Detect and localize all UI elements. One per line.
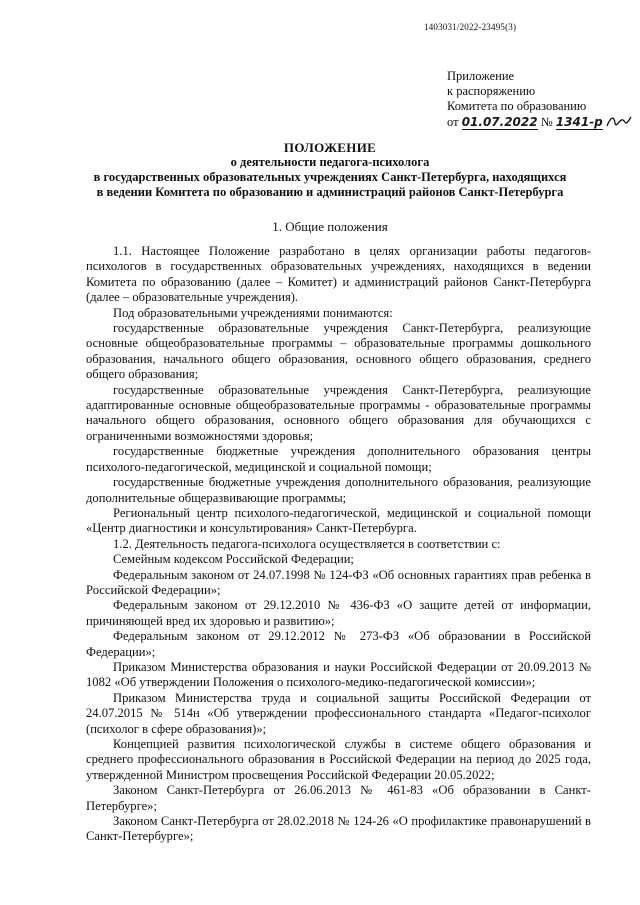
paragraph: 1.2. Деятельность педагога-психолога осуществляется в соответствии с: bbox=[113, 536, 501, 551]
paragraph: государственные бюджетные учреждения дополнительного образования центры психолого-педагогической, медицинской и социальной помощи; bbox=[86, 444, 591, 474]
paragraph: Концепцией развития психологической службы в системе общего образования и среднего профессионального образования в Российской Федерации на период до 2025 года, утвержденной Министром просвещения Российской Федерации 20.05.2022; bbox=[86, 737, 591, 782]
paragraph: Приказом Министерства труда и социальной защиты Российской Федерации от 24.07.2015 № 514н «Об утверждении профессионального стандарта «Педагог-психолог (психолог в сфере образования)»; bbox=[86, 690, 591, 736]
paragraph: Федеральным законом от 29.12.2012 № 273-ФЗ «Об образовании в Российской Федерации»; bbox=[86, 629, 591, 659]
paragraph: Федеральным законом от 24.07.1998 № 124-ФЗ «Об основных гарантиях прав ребенка в Российской Федерации»; bbox=[86, 567, 591, 597]
title-line-3: в государственных образовательных учреждениях Санкт-Петербурга, находящихся bbox=[93, 170, 567, 184]
appendix-line-1: Приложение bbox=[447, 69, 515, 83]
document-id: 1403031/2022-23495(3) bbox=[424, 22, 517, 32]
paragraph: Законом Санкт-Петербурга от 28.02.2018 № 124-26 «О профилактике правонарушений в Санкт-Петербурге»; bbox=[86, 814, 591, 844]
body-text bbox=[86, 241, 591, 845]
title-main: ПОЛОЖЕНИЕ bbox=[283, 140, 377, 155]
paragraph: Семейным кодексом Российской Федерации; bbox=[113, 552, 354, 567]
date-prefix: от bbox=[447, 115, 459, 129]
number-prefix: № bbox=[540, 115, 553, 129]
title-line-2: о деятельности педагога-психолога bbox=[230, 155, 430, 169]
handwritten-date: 01.07.2022 bbox=[461, 115, 538, 129]
paragraph: Федеральным законом от 29.12.2010 № 436-ФЗ «О защите детей от информации, причиняющей вред их здоровью и развитию»; bbox=[86, 598, 591, 628]
title-line-4: в ведении Комитета по образованию и администраций районов Санкт-Петербурга bbox=[96, 185, 564, 199]
paragraph: государственные бюджетные учреждения дополнительного образования, реализующие дополнительные общеразвивающие программы; bbox=[86, 475, 591, 505]
paragraph: Под образовательными учреждениями понимаются: bbox=[113, 305, 393, 320]
signature-squiggle-icon bbox=[606, 114, 632, 130]
appendix-line-3: Комитета по образованию bbox=[447, 99, 587, 113]
paragraph: Приказом Министерства образования и науки Российской Федерации от 20.09.2013 № 1082 «Об утверждении Положения о психолого-медико-педагогической комиссии»; bbox=[86, 659, 591, 690]
paragraph: Региональный центр психолого-педагогической, медицинской и социальной помощи «Центр диагностики и консультирования» Санкт-Петербурга. bbox=[86, 505, 591, 536]
appendix-block bbox=[447, 69, 637, 130]
paragraph: Законом Санкт-Петербурга от 26.06.2013 № 461-83 «Об образовании в Санкт-Петербурге»; bbox=[86, 783, 591, 813]
paragraph: государственные образовательные учреждения Санкт-Петербурга, реализующие адаптированные основные общеобразовательные программы - образовательные программы начального общего образования, основного общего образования для обучающихся с ограниченными возможностями здоровья; bbox=[86, 382, 591, 443]
paragraph: 1.1. Настоящее Положение разработано в целях организации работы педагогов-психологов в государственных образовательных учреждениях, находящихся в ведении Комитета по образованию (далее – Комитет) и администраций районов Санкт-Петербурга (далее – образовательные учреждения). bbox=[86, 244, 591, 305]
appendix-date-line bbox=[447, 114, 637, 130]
appendix-line-2: к распоряжению bbox=[447, 84, 536, 98]
handwritten-number: 1341-р bbox=[555, 115, 603, 129]
document-title bbox=[60, 140, 600, 200]
paragraph: государственные образовательные учреждения Санкт-Петербурга, реализующие основные общеобразовательные программы – образовательные программы дошкольного образования, начального общего образования, основного общего образования, среднего общего образования; bbox=[86, 321, 591, 382]
section-heading: 1. Общие положения bbox=[272, 219, 388, 234]
